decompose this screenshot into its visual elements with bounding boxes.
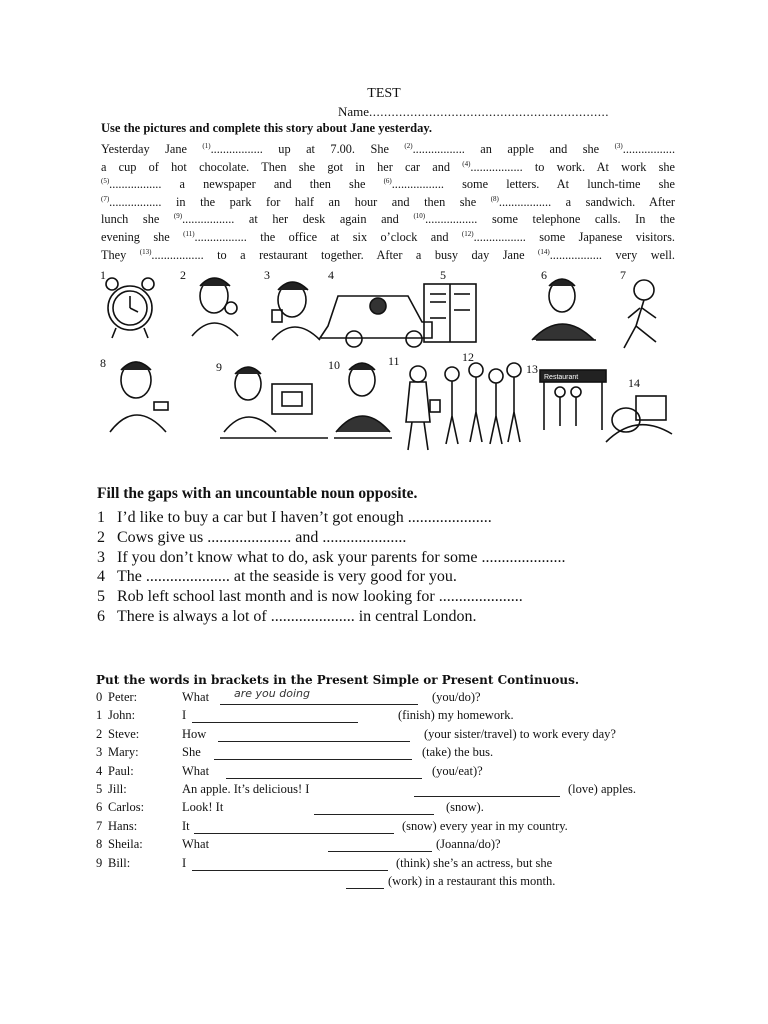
story-text-segment: evening she: [101, 230, 184, 245]
gap-number: (6): [383, 177, 392, 186]
row-end-text: (think) she’s an actress, but she: [396, 855, 553, 870]
gap-number: (12): [461, 229, 474, 238]
item-text: There is always a lot of ..................... in central London.: [117, 607, 477, 625]
story-text-segment: lunch she: [101, 212, 174, 227]
story-text-segment: ................. to work. At work she: [470, 159, 675, 174]
story-text-segment: They: [101, 247, 140, 262]
story-text-segment: ................. some telephone calls. In the: [425, 212, 675, 227]
row-start-text: What: [182, 690, 210, 704]
list-item: [97, 567, 566, 587]
picture-number: 1: [100, 268, 106, 282]
list-item: [97, 548, 566, 568]
exercise-row: [96, 819, 696, 837]
section2-list: [97, 508, 566, 627]
jogging-icon: [624, 280, 656, 348]
answer-line[interactable]: [214, 759, 412, 760]
row-end-text: (finish) my homework.: [398, 708, 514, 723]
answer-line[interactable]: [328, 851, 432, 852]
story-text-segment: ................. an apple and she: [412, 142, 615, 157]
story-line: [101, 173, 675, 191]
speaker-label: Bill:: [108, 855, 131, 870]
gap-number: (2): [404, 142, 413, 150]
row-start-text: Look! It: [182, 800, 224, 815]
picture-number: 11: [388, 354, 400, 368]
item-number: 4: [97, 568, 105, 586]
story-text-segment: ................. a newspaper and then she: [109, 177, 384, 192]
row-number: 7: [96, 818, 103, 833]
item-number: 2: [97, 528, 105, 546]
phone-call-icon: [334, 363, 392, 438]
speaker-label: Hans:: [108, 818, 138, 833]
row-end-text: (snow) every year in my country.: [402, 818, 568, 833]
story-text-segment: a cup of hot chocolate. Then she got in her car and: [101, 159, 463, 174]
story-text-segment: ................. very well.: [549, 247, 676, 262]
gap-number: (3): [614, 142, 623, 150]
row-start-text: What: [182, 763, 210, 778]
answer-line[interactable]: [192, 870, 388, 871]
picture-number: 10: [328, 358, 340, 372]
speaker-label: Paul:: [108, 763, 134, 778]
example-answer: are you doing: [234, 687, 310, 700]
list-item: [97, 508, 566, 528]
picture-number: 7: [620, 268, 626, 282]
picture-number: 2: [180, 268, 186, 282]
story-text-segment: ................. some Japanese visitors.: [473, 230, 675, 245]
row-start-text: What: [182, 837, 210, 852]
speaker-label: Peter:: [108, 690, 138, 704]
story-text: [101, 138, 675, 261]
name-label: Name: [338, 104, 370, 119]
picture-number: 14: [628, 376, 640, 390]
speaker-label: Sheila:: [108, 837, 143, 852]
gap-number: (7): [101, 194, 110, 203]
gap-number: (5): [101, 177, 110, 186]
row-start-text: I: [182, 855, 187, 870]
speaker-label: Carlos:: [108, 800, 145, 815]
picture-number: 12: [462, 350, 474, 364]
eating-apple-icon: [192, 278, 238, 336]
row-end-text: (you/do)?: [432, 690, 481, 704]
row-number: 2: [96, 726, 103, 741]
row-number: 5: [96, 781, 103, 796]
exercise-row: [96, 745, 696, 763]
story-line: [101, 138, 675, 156]
exercise-row: [96, 837, 696, 855]
item-text: The ..................... at the seaside is very good for you.: [117, 568, 457, 586]
row-number: 0: [96, 690, 103, 704]
working-at-desk-icon: [220, 367, 328, 438]
row-start-text: An apple. It’s delicious! I: [182, 781, 310, 796]
gap-number: (9): [173, 212, 183, 221]
car-icon: [320, 296, 432, 347]
answer-line[interactable]: [192, 722, 358, 723]
story-text-segment: ................. to a restaurant together. After a busy day Jane: [151, 247, 539, 262]
story-line: [101, 226, 675, 244]
story-text-segment: ................. in the park for half an hour and then she: [109, 194, 491, 209]
row-start-text: How: [182, 726, 207, 741]
item-text: I’d like to buy a car but I haven’t got enough .....................: [117, 509, 492, 526]
row-start-text: It: [182, 818, 190, 833]
exercise-row: [96, 687, 696, 708]
answer-line[interactable]: [220, 704, 418, 705]
alarm-clock-icon: [106, 278, 154, 338]
row-end-text: (love) apples.: [568, 781, 637, 796]
meeting-visitors-icon: [445, 363, 521, 444]
row-number: 8: [96, 837, 103, 852]
row-end-text: (snow).: [446, 800, 484, 815]
row-start-text: I: [182, 708, 187, 723]
picture-number: 5: [440, 268, 446, 282]
story-text-segment: ................. a sandwich. After: [498, 194, 675, 209]
speaker-label: Steve:: [108, 726, 140, 741]
section3-exercise: [96, 687, 696, 892]
answer-line[interactable]: [314, 814, 434, 815]
row-end-text: (you/eat)?: [432, 763, 483, 778]
row-end-text: (take) the bus.: [422, 745, 494, 760]
page-title: TEST: [367, 86, 401, 101]
story-illustrations: [96, 266, 676, 461]
list-item: [97, 528, 566, 548]
row-end-text: (Joanna/do)?: [436, 837, 501, 852]
story-text-segment: Yesterday Jane: [101, 142, 203, 157]
exercise-row: [96, 708, 696, 726]
gap-number: (10): [413, 212, 426, 221]
restaurant-sign-text: Restaurant: [544, 374, 579, 381]
drinking-chocolate-icon: [272, 282, 320, 340]
gap-number: (11): [183, 229, 195, 238]
section3-heading: Put the words in brackets in the Present Simple or Present Continuous.: [96, 673, 580, 687]
leaving-office-icon: [406, 366, 440, 450]
gap-number: (14): [538, 247, 550, 256]
section2-heading: Fill the gaps with an uncountable noun opposite.: [97, 485, 418, 502]
exercise-row: [96, 764, 696, 782]
eating-sandwich-icon: [110, 362, 168, 432]
story-line: [101, 244, 675, 262]
list-item: [97, 587, 566, 607]
picture-number: 9: [216, 360, 222, 374]
row-number: 6: [96, 800, 103, 815]
speaker-label: Mary:: [108, 745, 139, 760]
name-field: [338, 104, 609, 120]
story-line: [101, 208, 675, 226]
sleeping-icon: [606, 396, 672, 442]
gap-number: (13): [139, 247, 152, 256]
story-line: [101, 191, 675, 209]
answer-line[interactable]: [226, 778, 422, 779]
answer-line[interactable]: [218, 741, 410, 742]
story-text-segment: ................. some letters. At lunch-time she: [391, 177, 675, 192]
picture-number: 4: [328, 268, 334, 282]
item-number: 1: [97, 509, 105, 526]
picture-number: 3: [264, 268, 270, 282]
exercise-row: [96, 727, 696, 745]
exercise-row: [96, 800, 696, 818]
picture-number: 8: [100, 356, 106, 370]
item-number: 6: [97, 607, 105, 625]
story-text-segment: ................. at her desk again and: [182, 212, 414, 227]
item-text: Cows give us ..................... and .....................: [117, 528, 407, 546]
exercise-row-continuation: [96, 874, 696, 892]
row-number: 1: [96, 708, 103, 723]
row-number: 9: [96, 855, 103, 870]
gap-number: (1): [202, 142, 211, 150]
row-number: 3: [96, 745, 103, 760]
exercise-row: [96, 782, 696, 800]
speaker-label: Jill:: [108, 781, 127, 796]
gap-number: (4): [462, 159, 471, 168]
gap-number: (8): [490, 194, 499, 203]
section1-heading: Use the pictures and complete this story about Jane yesterday.: [101, 121, 432, 135]
row-start-text: She: [182, 745, 201, 760]
row-end-text: (your sister/travel) to work every day?: [424, 726, 616, 741]
story-line: [101, 156, 675, 174]
story-pictures: [96, 266, 676, 461]
story-text-segment: .................: [622, 142, 676, 157]
list-item: [97, 607, 566, 627]
row-end-text: (work) in a restaurant this month.: [388, 873, 556, 888]
story-text-segment: ................. the office at six o’clock and: [194, 230, 462, 245]
item-number: 3: [97, 548, 105, 566]
picture-number: 6: [541, 268, 547, 282]
answer-line[interactable]: [346, 888, 384, 889]
exercise-row: [96, 856, 696, 874]
row-number: 4: [96, 763, 103, 778]
speaker-label: John:: [108, 708, 136, 723]
item-number: 5: [97, 588, 105, 606]
answer-line[interactable]: [414, 796, 560, 797]
story-text-segment: ................. up at 7.00. She: [210, 142, 405, 157]
answer-line[interactable]: [194, 833, 394, 834]
writing-letters-icon: [532, 279, 596, 340]
item-text: Rob left school last month and is now looking for .....................: [117, 588, 523, 606]
name-dots: ................................................................: [369, 104, 610, 119]
picture-number: 13: [526, 362, 538, 376]
item-text: If you don’t know what to do, ask your parents for some .....................: [117, 548, 566, 566]
